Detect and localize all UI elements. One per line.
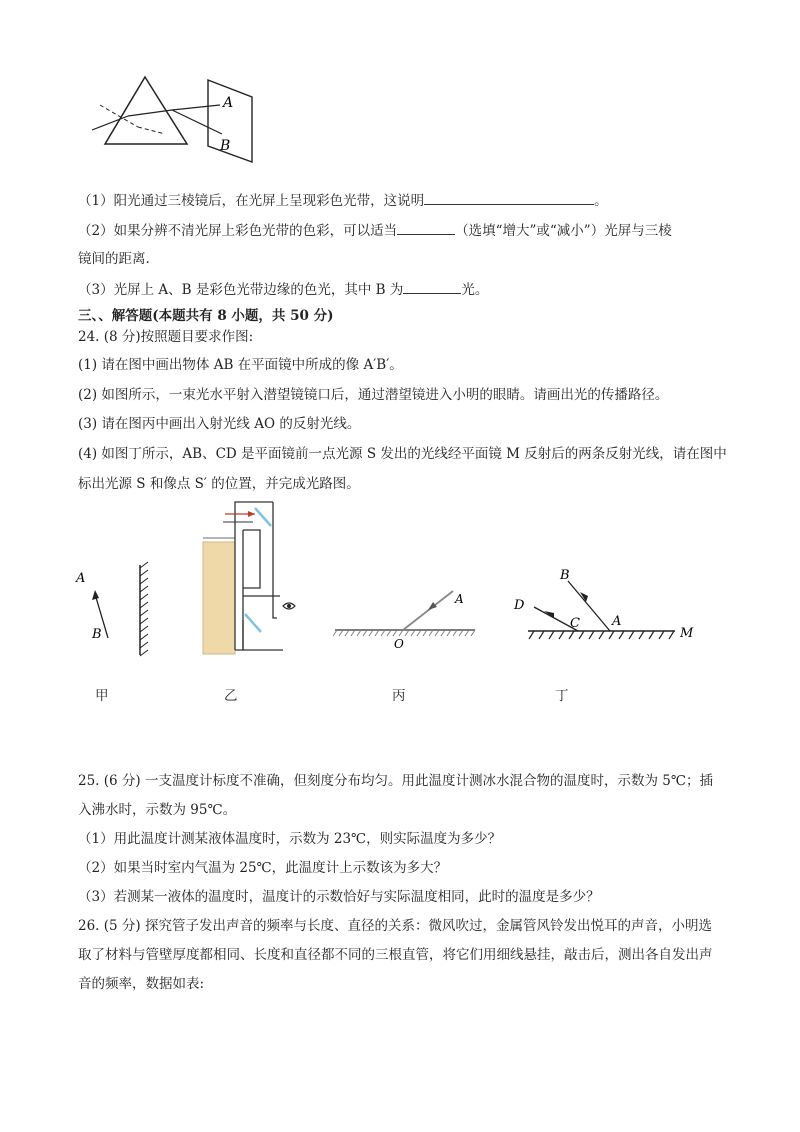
q23-part2-cont: 镜间的距离. bbox=[78, 251, 150, 267]
q24-item1: (1) 请在图中画出物体 AB 在平面镜中所成的像 A′B′。 bbox=[78, 357, 403, 373]
answer-blank-2[interactable] bbox=[397, 220, 455, 235]
jia-label-b: B bbox=[92, 627, 102, 642]
caption-ding: 丁 bbox=[555, 688, 569, 704]
figure-ding bbox=[510, 565, 705, 650]
q23-part3: （3）光屏上 A、B 是彩色光带边缘的色光，其中 B 为 光。 bbox=[78, 279, 488, 300]
caption-bing: 丙 bbox=[392, 688, 406, 704]
jia-label-a: A bbox=[76, 571, 86, 586]
caption-yi: 乙 bbox=[224, 688, 238, 704]
q25-part3: （3）若测某一液体的温度时，温度计的示数恰好与实际温度相同，此时的温度是多少？ bbox=[78, 889, 600, 905]
q24-item2: (2) 如图所示，一束光水平射入潜望镜镜口后，通过潜望镜进入小明的眼睛。请画出光的传播路径。 bbox=[78, 387, 669, 403]
section-heading: 三、、解答题(本题共有 8 小题，共 50 分) bbox=[78, 308, 334, 324]
q25-line1: 25. (6 分) 一支温度计标度不准确，但刻度分布均匀。用此温度计测冰水混合物的温度时，示数为 5℃；插 bbox=[78, 773, 713, 789]
answer-blank-1[interactable] bbox=[424, 190, 594, 205]
q24-item3: (3) 请在图丙中画出入射光线 AO 的反射光线。 bbox=[78, 416, 361, 432]
ding-label-c: C bbox=[570, 616, 580, 631]
q25-part1: （1）用此温度计测某液体温度时，示数为 23℃，则实际温度为多少？ bbox=[78, 831, 502, 847]
ding-label-b: B bbox=[560, 568, 570, 583]
q25-part2: （2）如果当时室内气温为 25℃，此温度计上示数该为多大？ bbox=[78, 860, 448, 876]
q26-line3: 音的频率，数据如表: bbox=[78, 976, 205, 992]
q23-part2: （2）如果分辨不清光屏上彩色光带的色彩，可以适当 （选填“增大”或“减小”）光屏与三棱 bbox=[78, 220, 672, 241]
eye-icon bbox=[283, 603, 295, 609]
q26-line2: 取了材料与管壁厚度都相同、长度和直径都不同的三根直管，将它们用细线悬挂，敲击后，测出各自发出声 bbox=[78, 947, 713, 963]
q24-item4b: 标出光源 S 和像点 S′ 的位置，并完成光路图。 bbox=[78, 476, 360, 492]
prism-figure bbox=[90, 72, 265, 172]
caption-jia: 甲 bbox=[95, 688, 109, 704]
q26-line1: 26. (5 分) 探究管子发出声音的频率与长度、直径的关系：微风吹过，金属管风铃发出悦耳的声音，小明选 bbox=[78, 918, 712, 934]
prism-label-a: A bbox=[223, 95, 234, 111]
q25-line2: 入沸水时，示数为 95℃。 bbox=[78, 802, 237, 818]
q24-intro: 24. (8 分)按照题目要求作图: bbox=[78, 329, 254, 345]
figure-bing bbox=[333, 585, 478, 655]
ding-label-m: M bbox=[680, 626, 694, 641]
answer-blank-3[interactable] bbox=[403, 279, 461, 294]
bing-label-a: A bbox=[455, 592, 464, 606]
figure-jia bbox=[70, 560, 160, 660]
prism-label-b: B bbox=[220, 138, 231, 154]
figure-yi bbox=[195, 500, 305, 660]
bing-label-o: O bbox=[394, 637, 404, 651]
q24-item4a: (4) 如图丁所示，AB、CD 是平面镜前一点光源 S 发出的光线经平面镜 M 反射后的两条反射光线，请在图中 bbox=[78, 446, 727, 462]
ding-label-a: A bbox=[612, 614, 622, 629]
q23-part1: （1）阳光通过三棱镜后，在光屏上呈现彩色光带，这说明 。 bbox=[78, 190, 608, 211]
ding-label-d: D bbox=[514, 598, 525, 613]
